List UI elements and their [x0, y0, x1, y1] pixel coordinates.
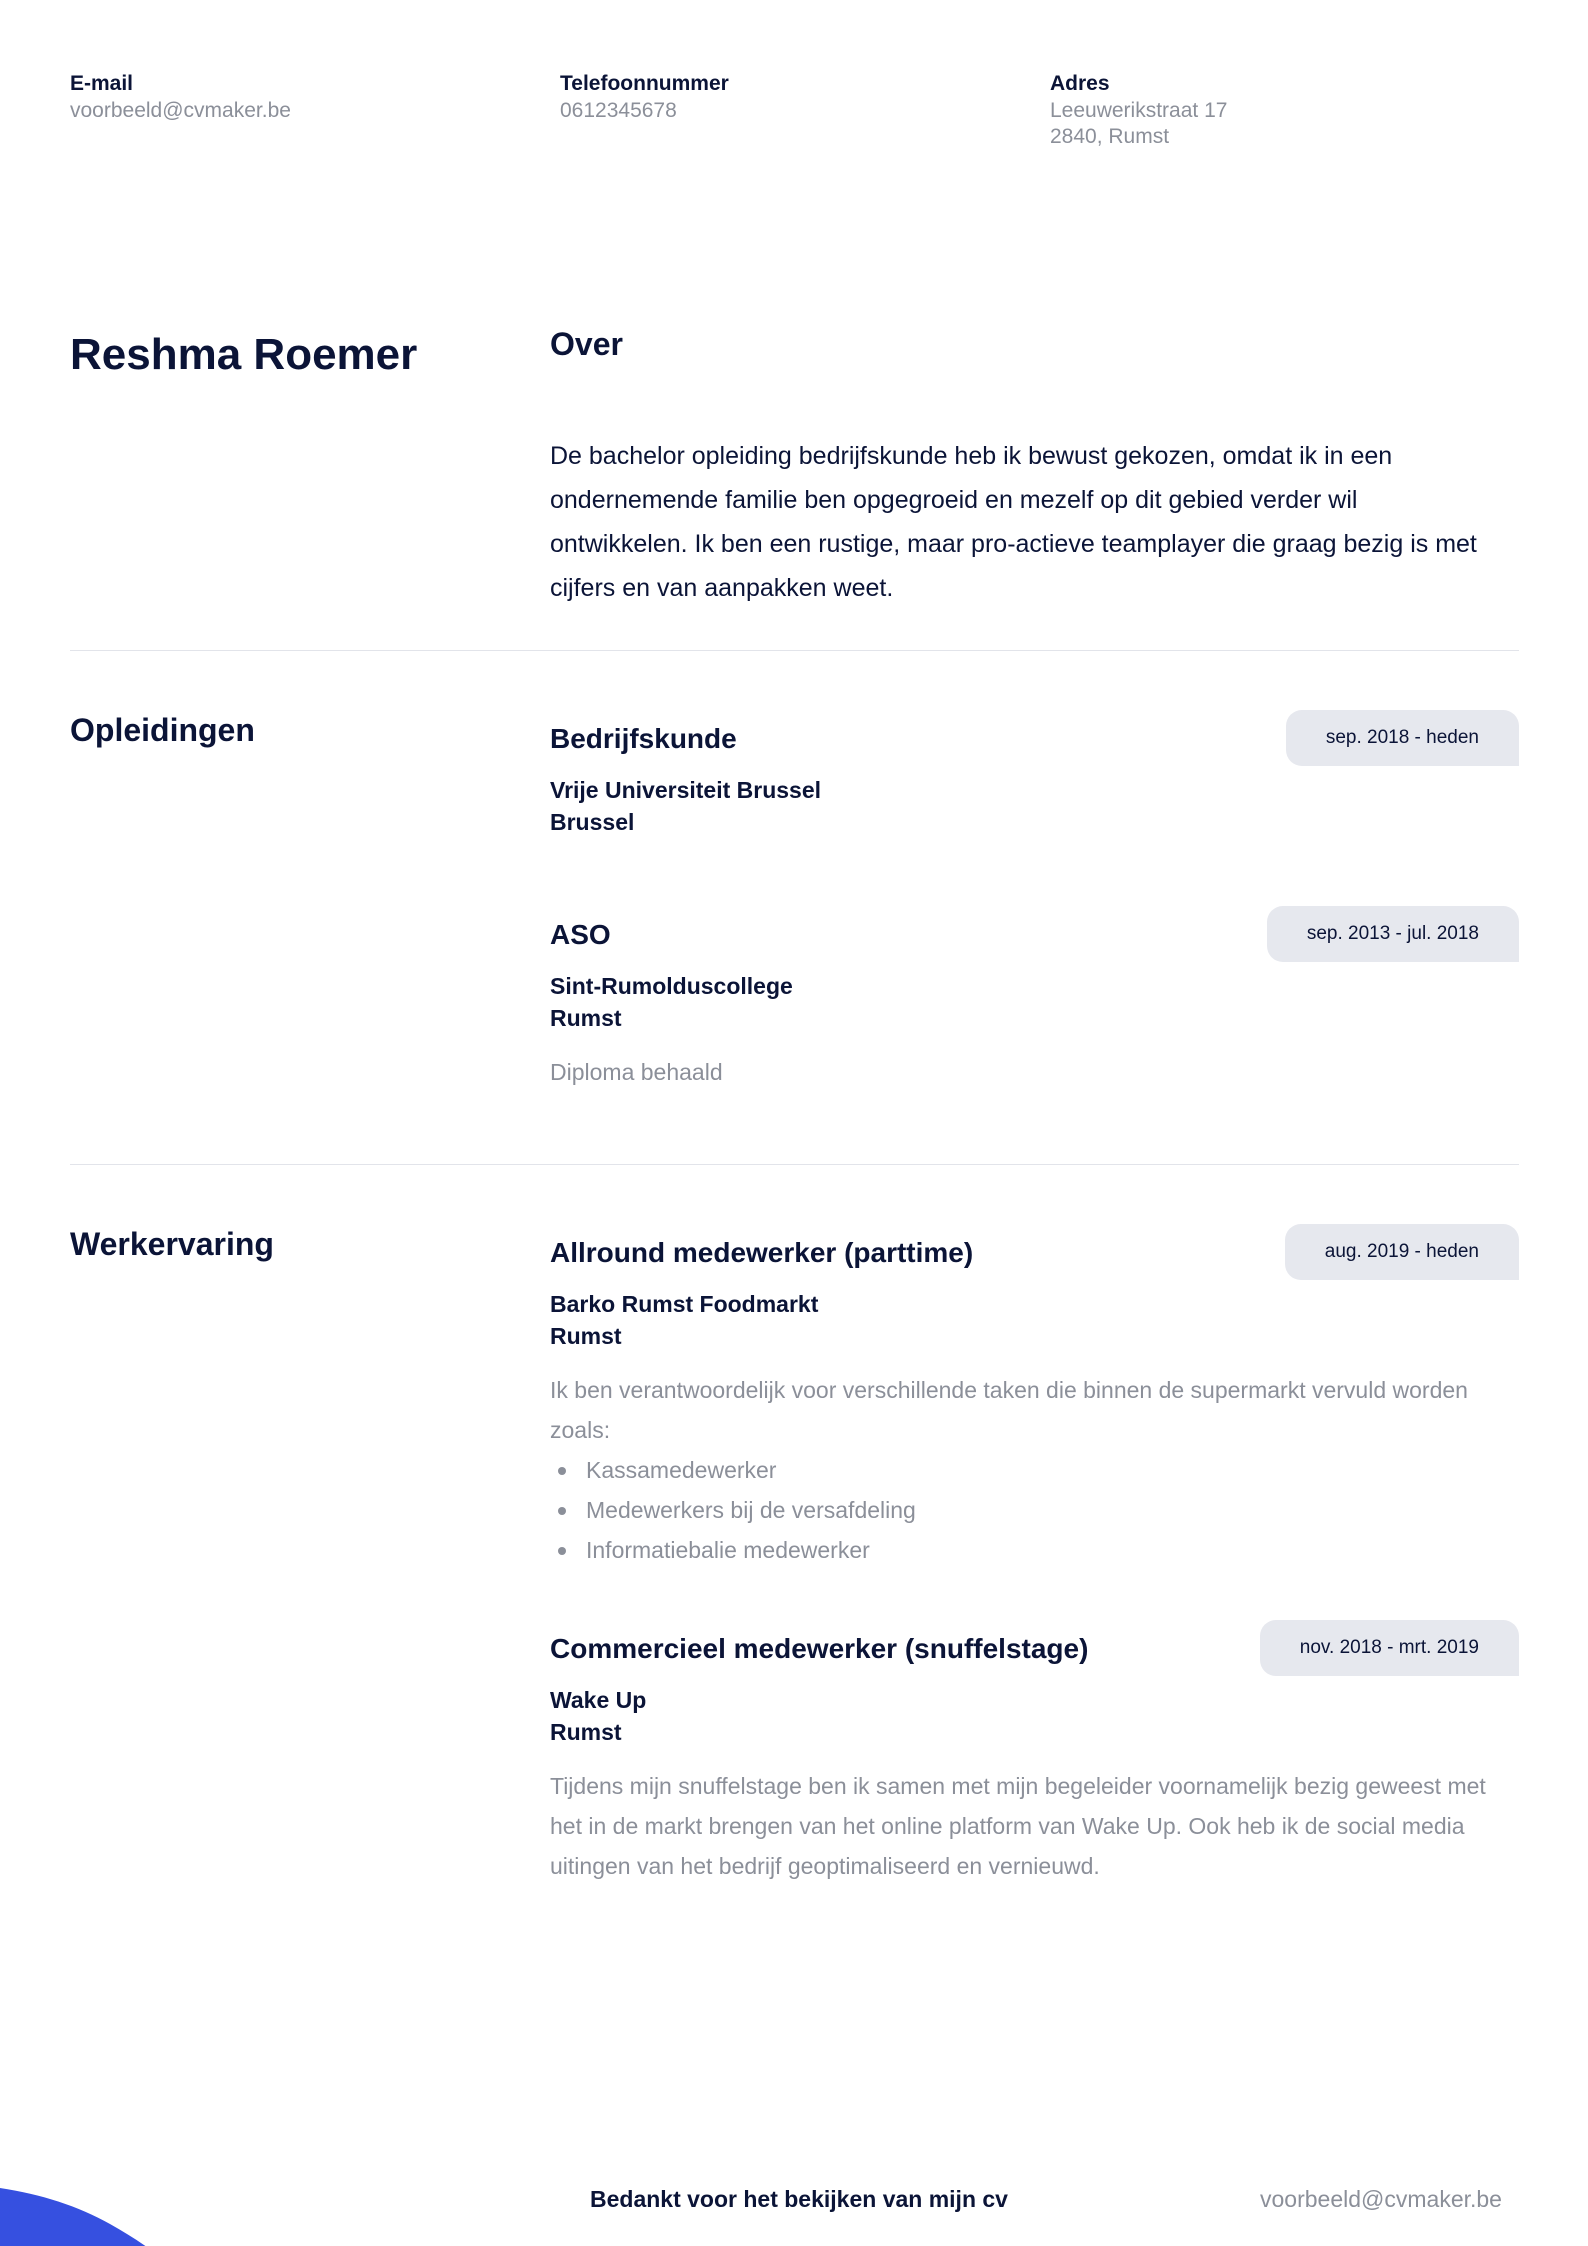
experience-entry-org-name: Barko Rumst Foodmarkt [550, 1291, 819, 1317]
experience-entry-city: Rumst [550, 1323, 622, 1349]
education-entry-city: Rumst [550, 1005, 622, 1031]
experience-entry-org [550, 1684, 1519, 1748]
education-entry-org-name: Vrije Universiteit Brussel [550, 777, 822, 803]
contact-email [70, 70, 291, 124]
contact-phone [560, 70, 729, 124]
list-item: Medewerkers bij de versafdeling [550, 1490, 1519, 1530]
experience-entry-city: Rumst [550, 1719, 622, 1745]
education-entry-org [550, 970, 1519, 1034]
period-badge: sep. 2018 - heden [1286, 710, 1519, 766]
experience-entry-title: Commercieel medewerker (snuffelstage) [550, 1633, 1089, 1664]
experience-task-list [550, 1450, 1519, 1570]
contact-email-value[interactable]: voorbeeld@cvmaker.be [70, 99, 291, 122]
contact-address-line1: Leeuwerikstraat 17 [1050, 99, 1228, 122]
experience-entry [550, 1236, 1519, 1570]
section-divider [70, 650, 1519, 651]
list-item: Informatiebalie medewerker [550, 1530, 1519, 1570]
experience-entry-title: Allround medewerker (parttime) [550, 1237, 974, 1268]
contact-email-label: E-mail [70, 72, 134, 95]
footer-email[interactable]: voorbeeld@cvmaker.be [1260, 2186, 1502, 2212]
experience-entry-desc: Tijdens mijn snuffelstage ben ik samen met mijn begeleider voornamelijk bezig geweest met het in de markt brengen van het online platform van Wake Up. Ook heb ik de social media uitingen van het bedrijf geoptimaliseerd en vernieuwd. [550, 1773, 1486, 1879]
about-text: De bachelor opleiding bedrijfskunde heb ik bewust gekozen, omdat ik in een ondernemende familie ben opgegroeid en mezelf op dit gebied verder wil ontwikkelen. Ik ben een rustige, maar pro-actieve teamplayer die graag bezig is met cijfers en van aanpakken weet. [550, 442, 1477, 602]
section-divider [70, 1164, 1519, 1165]
contact-phone-label: Telefoonnummer [560, 72, 729, 95]
contact-address-label: Adres [1050, 72, 1110, 95]
education-entry [550, 722, 1519, 838]
education-entry-org-name: Sint-Rumolduscollege [550, 973, 793, 999]
education-entry [550, 918, 1519, 1092]
contact-address-line2: 2840, Rumst [1050, 125, 1170, 148]
decorative-blob-shape [0, 2184, 240, 2246]
about-title: Over [550, 326, 623, 362]
experience-entry-org [550, 1288, 1519, 1352]
experience-entry-desc: Ik ben verantwoordelijk voor verschillende taken die binnen de supermarkt vervuld worden zoals: [550, 1377, 1468, 1443]
list-item: Kassamedewerker [550, 1450, 1519, 1490]
experience-entry-org-name: Wake Up [550, 1687, 647, 1713]
education-entry-desc: Diploma behaald [550, 1059, 723, 1085]
education-entry-city: Brussel [550, 809, 635, 835]
education-entry-title: ASO [550, 919, 611, 950]
person-name: Reshma Roemer [70, 330, 418, 379]
period-badge: aug. 2019 - heden [1285, 1224, 1519, 1280]
education-title: Opleidingen [70, 712, 255, 748]
footer-thanks: Bedankt voor het bekijken van mijn cv [590, 2186, 1008, 2212]
period-badge: nov. 2018 - mrt. 2019 [1260, 1620, 1519, 1676]
period-badge: sep. 2013 - jul. 2018 [1267, 906, 1519, 962]
experience-title: Werkervaring [70, 1226, 274, 1262]
education-entry-title: Bedrijfskunde [550, 723, 737, 754]
education-entry-org [550, 774, 1519, 838]
contact-address [1050, 70, 1227, 150]
experience-entry [550, 1632, 1519, 1886]
contact-phone-value[interactable]: 0612345678 [560, 99, 677, 122]
